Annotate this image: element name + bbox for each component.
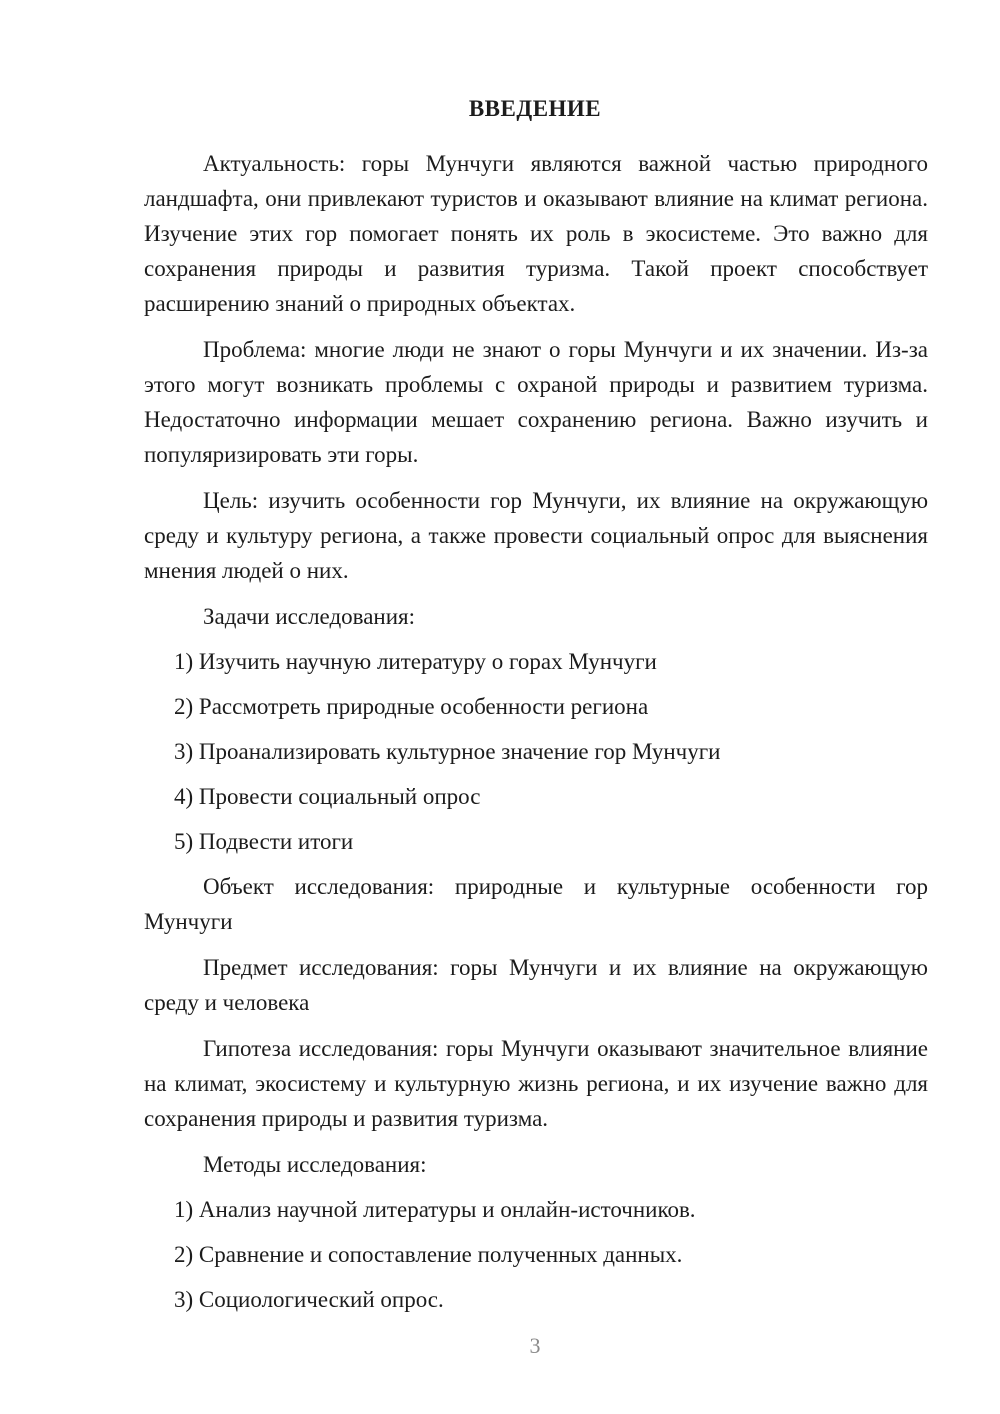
task-item: 3) Проанализировать культурное значение гор Мунчуги xyxy=(174,739,721,764)
hypothesis-paragraph: Гипотеза исследования: горы Мунчуги оказывают значительное влияние на климат, экосистему и культурную жизнь региона, и их изучение важно для сохранения природы и развития туризма. xyxy=(144,1036,928,1131)
object-paragraph: Объект исследования: природные и культурные особенности гор Мунчуги xyxy=(144,874,928,934)
task-item: 1) Изучить научную литературу о горах Мунчуги xyxy=(174,649,657,674)
goal-paragraph: Цель: изучить особенности гор Мунчуги, их влияние на окружающую среду и культуру региона, а также провести социальный опрос для выяснения мнения людей о них. xyxy=(144,488,928,583)
relevance-paragraph: Актуальность: горы Мунчуги являются важной частью природного ландшафта, они привлекают туристов и оказывают влияние на климат региона. Изучение этих гор помогает понять их роль в экосистеме. Это важно для сохранения природы и развития туризма. Такой проект способствует расширению знаний о природных объектах. xyxy=(144,151,928,316)
task-item: 4) Провести социальный опрос xyxy=(174,784,481,809)
document-body xyxy=(144,146,928,1327)
methods-list xyxy=(144,1192,928,1317)
method-item: 2) Сравнение и сопоставление полученных данных. xyxy=(174,1242,683,1267)
method-item: 3) Социологический опрос. xyxy=(174,1287,444,1312)
task-item: 5) Подвести итоги xyxy=(174,829,354,854)
method-item: 1) Анализ научной литературы и онлайн-источников. xyxy=(174,1197,696,1222)
page-number: 3 xyxy=(529,1333,541,1358)
subject-paragraph: Предмет исследования: горы Мунчуги и их влияние на окружающую среду и человека xyxy=(144,955,928,1015)
tasks-list xyxy=(144,644,928,859)
section-title: ВВЕДЕНИЕ xyxy=(468,96,602,121)
problem-paragraph: Проблема: многие люди не знают о горы Мунчуги и их значении. Из-за этого могут возникать проблемы с охраной природы и развитием туризма. Недостаточно информации мешает сохранению региона. Важно изучить и популяризировать эти горы. xyxy=(144,337,928,467)
tasks-heading: Задачи исследования: xyxy=(203,604,416,629)
methods-heading: Методы исследования: xyxy=(203,1152,427,1177)
task-item: 2) Рассмотреть природные особенности региона xyxy=(174,694,649,719)
